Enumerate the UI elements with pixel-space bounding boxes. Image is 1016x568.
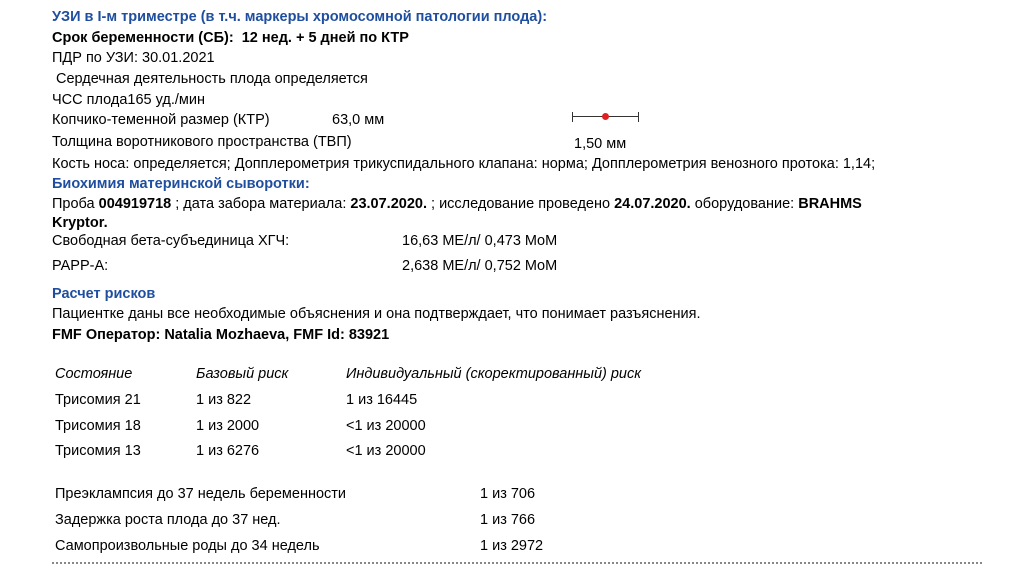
- consent-text: Пациентке даны все необходимые объяснения и она подтверждает, что понимает разъяснения.: [52, 306, 701, 322]
- equipment-name: BRAHMS: [798, 196, 862, 212]
- pappa-value: 2,638 МЕ/л/ 0,752 MoM: [402, 258, 558, 274]
- row-base-risk: 1 из 822: [196, 392, 252, 408]
- cut-off-top-line: [52, 0, 472, 2]
- row-condition: Трисомия 21: [55, 392, 141, 408]
- other-risk-value: 1 из 766: [480, 512, 536, 528]
- cut-off-bottom-line: [52, 562, 982, 568]
- gestation-line: [52, 30, 409, 47]
- equipment-name-cont: Kryptor.: [52, 215, 108, 231]
- other-risk-label: Самопроизвольные роды до 34 недель: [55, 538, 320, 554]
- crl-range-max-tick: [638, 112, 639, 122]
- nt-value: 1,50 мм: [574, 136, 627, 152]
- heart-activity: Сердечная деятельность плода определяется: [56, 71, 368, 87]
- header-condition: Состояние: [55, 366, 133, 382]
- row-condition: Трисомия 18: [55, 418, 141, 434]
- sample-text-3: оборудование:: [690, 196, 799, 212]
- crl-value: 63,0 мм: [332, 112, 385, 128]
- sample-line: [52, 196, 862, 213]
- test-date: 24.07.2020.: [614, 196, 691, 212]
- row-condition: Трисомия 13: [55, 443, 141, 459]
- pappa-label: PAPP-A:: [52, 258, 109, 274]
- heart-rate: ЧСС плода165 уд./мин: [52, 92, 205, 108]
- gestation-label: Срок беременности (СБ):: [52, 30, 234, 46]
- biochem-section-title: Биохимия материнской сыворотки:: [52, 176, 310, 192]
- header-individual-risk: Индивидуальный (скоректированный) риск: [346, 366, 642, 382]
- row-individual-risk: <1 из 20000: [346, 418, 426, 434]
- nasal-bone-doppler: Кость носа: определяется; Допплерометрия трикуспидального клапана: норма; Допплерометрия венозного протока: 1,14;: [52, 156, 876, 172]
- nt-label: Толщина воротникового пространства (ТВП): [52, 134, 352, 150]
- row-base-risk: 1 из 6276: [196, 443, 260, 459]
- crl-label: Копчико-теменной размер (КТР): [52, 112, 270, 128]
- sample-prefix: Проба: [52, 196, 99, 212]
- fmf-operator: FMF Оператор: Natalia Mozhaeva, FMF Id: 83921: [52, 327, 390, 343]
- other-risk-value: 1 из 2972: [480, 538, 544, 554]
- row-individual-risk: <1 из 20000: [346, 443, 426, 459]
- uzi-section-title: УЗИ в I-м триместре (в т.ч. маркеры хромосомной патологии плода):: [52, 9, 548, 25]
- header-base-risk: Базовый риск: [196, 366, 289, 382]
- sample-text-1: ; дата забора материала:: [171, 196, 351, 212]
- other-risk-value: 1 из 706: [480, 486, 536, 502]
- sample-text-2: ; исследование проведено: [426, 196, 615, 212]
- due-date: ПДР по УЗИ: 30.01.2021: [52, 50, 215, 66]
- crl-range-indicator: [572, 110, 640, 124]
- risks-section-title: Расчет рисков: [52, 286, 156, 302]
- sample-id: 004919718: [98, 196, 172, 212]
- collect-date: 23.07.2020.: [350, 196, 427, 212]
- gestation-value: 12 нед. + 5 дней по КТР: [241, 30, 409, 46]
- hcg-label: Свободная бета-субъединица ХГЧ:: [52, 233, 290, 249]
- crl-marker-dot: [602, 113, 609, 120]
- row-individual-risk: 1 из 16445: [346, 392, 418, 408]
- crl-range-min-tick: [572, 112, 573, 122]
- row-base-risk: 1 из 2000: [196, 418, 260, 434]
- other-risk-label: Преэклампсия до 37 недель беременности: [55, 486, 347, 502]
- hcg-value: 16,63 МЕ/л/ 0,473 MoM: [402, 233, 558, 249]
- other-risk-label: Задержка роста плода до 37 нед.: [55, 512, 281, 528]
